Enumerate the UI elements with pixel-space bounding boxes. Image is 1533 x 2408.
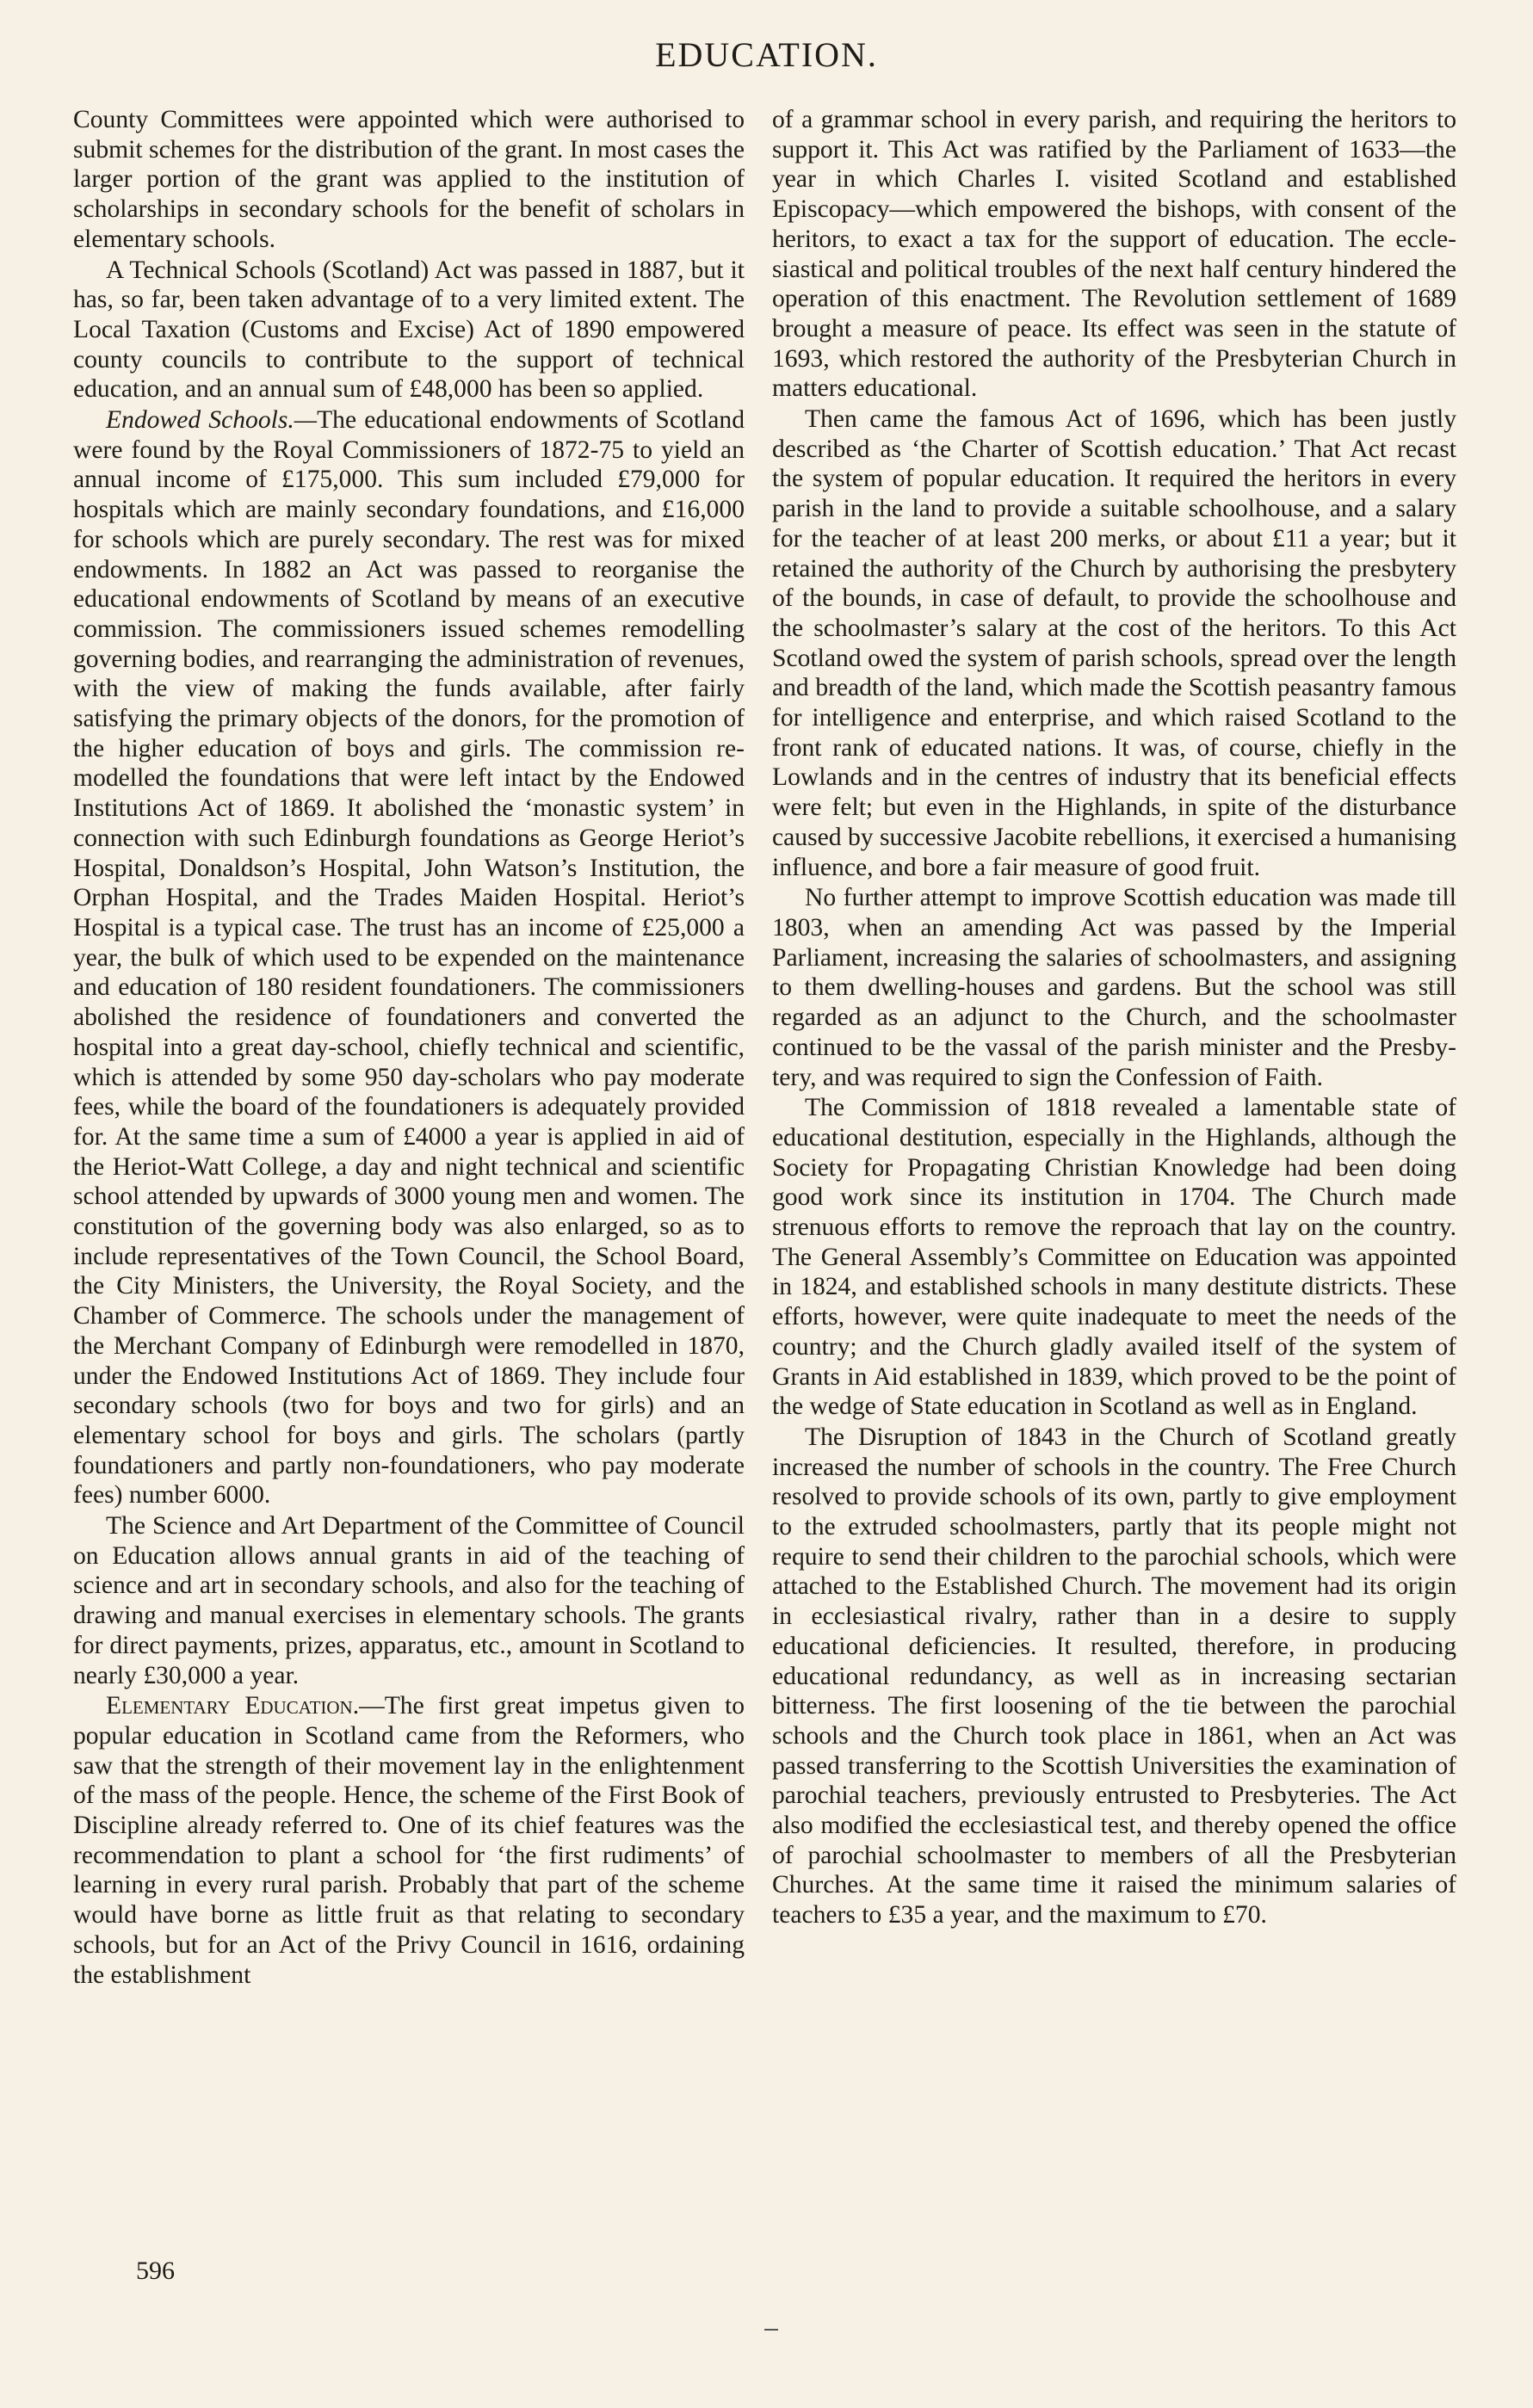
paragraph — [772, 883, 1456, 1092]
paragraph — [772, 404, 1456, 882]
section-heading: Elementary Education.— — [106, 1692, 385, 1720]
left-column — [73, 105, 745, 1990]
section-heading: Endowed Schools.— — [106, 406, 318, 435]
paragraph — [73, 405, 745, 1510]
page-number: 596 — [136, 2257, 175, 2285]
paragraph — [73, 1511, 745, 1690]
paragraph-text: of a grammar school in every parish, and requiring the heritors to support it. This Act was ratified by the Parliament of 1633—the year in which Charles I. visited Scotland and established Episcopacy—which empowered the bishops, with consent of the heritors, to exact a tax for the support of education. The ecclesiastical and political troubles of the next half century hindered the operation of this enactment. The Revolution settlement of 1689 brought a measure of peace. Its effect was seen in the statute of 1693, which restored the authority of the Presbyterian Church in matters educational. — [772, 106, 1456, 403]
running-head: EDUCATION. — [655, 35, 878, 74]
paragraph-text: The Science and Art Department of the Committee of Council on Education allows annual grants in aid of the teaching of science and art in secondary schools, and also for the teaching of drawing and manual exercises in elementary schools. The grants for direct payments, prizes, apparatus, etc., amount in Scotland to nearly £30,000 a year. — [73, 1512, 745, 1689]
paragraph-text: The educational endowments of Scotland were found by the Royal Commissioners of 1872-75 to yield an annual income of £175,000. This sum included £79,000 for hospitals which are mainly secondary foundations, and £16,000 for schools which are purely secondary. The rest was for mixed endowments. In 1882 an Act was passed to reorganise the educational endowments of Scotland by means of an executive commission. The commissioners issued schemes remodelling governing bodies, and rearranging the administration of revenues, with the view of making the funds available, after fairly satisfying the primary objects of the donors, for the promotion of the higher education of boys and girls. The commission remodelled the foundations that were left intact by the Endowed Institutions Act of 1869. It abolished the ‘monastic system’ in connection with such Edinburgh foundations as George Heriot’s Hospital, Donaldson’s Hospital, John Watson’s Institution, the Orphan Hospital, and the Trades Maiden Hospital. Heriot’s Hospital is a typical case. The trust has an income of £25,000 a year, the bulk of which used to be expended on the maintenance and education of 180 resident foundationers. The commissioners abolished the residence of foundationers and converted the hospital into a great day-school, chiefly technical and scientific, which is attended by some 950 day-scholars who pay moderate fees, while the board of the foundationers is adequately provided for. At the same time a sum of £4000 a year is applied in aid of the Heriot-Watt College, a day and night technical and scientific school attended by upwards of 3000 young men and women. The constitution of the governing body was also enlarged, so as to include representatives of the Town Council, the School Board, the City Ministers, the University, the Royal Society, and the Chamber of Commerce. The schools under the management of the Merchant Company of Edinburgh were remodelled in 1870, under the Endowed Institutions Act of 1869. They include four secondary schools (two for boys and two for girls) and an elementary school for boys and girls. The scholars (partly foundationers and partly non-foundationers, who pay moderate fees) number 6000. — [73, 406, 745, 1510]
paragraph — [73, 105, 745, 255]
right-column — [772, 105, 1456, 1930]
tail-rule — [764, 2329, 778, 2331]
paragraph-text: County Committees were appointed which were authorised to submit schemes for the distribution of the grant. In most cases the larger portion of the grant was applied to the institution of scholarships in secondary schools for the benefit of scholars in elementary schools. — [73, 106, 745, 253]
paragraph — [73, 256, 745, 405]
paragraph-text: No further attempt to improve Scottish education was made till 1803, when an amending Act was passed by the Imperial Parliament, increasing the salaries of schoolmasters, and assigning to them dwelling-houses and gardens. But the school was still regarded as an adjunct to the Church, and the schoolmaster continued to be the vassal of the parish minister and the Presbytery, and was required to sign the Confession of Faith. — [772, 884, 1456, 1091]
paragraph-text: The Disruption of 1843 in the Church of Scotland greatly increased the number of schools in the country. The Free Church resolved to provide schools of its own, partly to give employment to the extruded schoolmasters, partly that its people might not require to send their children to the parochial schools, which were attached to the Established Church. The movement had its origin in ecclesiastical rivalry, rather than in a desire to supply educational deficiencies. It resulted, therefore, in producing educational redundancy, as well as in increasing sectarian bitterness. The first loosening of the tie between the parochial schools and the Church took place in 1861, when an Act was passed transferring to the Scottish Universities the examination of parochial teachers, previously entrusted to Presbyteries. The Act also modified the ecclesiastical test, and thereby opened the office of parochial schoolmaster to members of all the Presbyterian Churches. At the same time it raised the minimum salaries of teachers to £35 a year, and the maximum to £70. — [772, 1423, 1456, 1929]
paragraph-text: Then came the famous Act of 1696, which has been justly described as ‘the Charter of Scottish education.’ That Act recast the system of popular education. It required the heritors in every parish in the land to provide a suitable schoolhouse, and a salary for the teacher of at least 200 merks, or about £11 a year; but it retained the authority of the Church by authorising the presbytery of the bounds, in case of default, to provide the schoolhouse and the schoolmaster’s salary at the cost of the heritors. To this Act Scotland owed the system of parish schools, spread over the length and breadth of the land, which made the Scottish peasantry famous for intelligence and enterprise, and which raised Scotland to the front rank of educated nations. It was, of course, chiefly in the Lowlands and in the centres of industry that its beneficial effects were felt; but even in the Highlands, in spite of the disturbance caused by successive Jacobite rebellions, it exercised a humanising influence, and bore a fair measure of good fruit. — [772, 405, 1456, 881]
paragraph-text: The first great impetus given to popular education in Scotland came from the Reformers, who saw that the strength of their movement lay in the enlightenment of the mass of the people. Hence, the scheme of the First Book of Discipline already referred to. One of its chief features was the recommendation to plant a school for ‘the first rudiments’ of learning in every rural parish. Probably that part of the scheme would have borne as little fruit as that relating to secondary schools, but for an Act of the Privy Council in 1616, ordaining the establishment — [73, 1692, 745, 1989]
paragraph — [73, 1691, 745, 1990]
paragraph — [772, 105, 1456, 404]
paragraph — [772, 1423, 1456, 1930]
paragraph-text: The Commission of 1818 revealed a lamentable state of educational destitution, especially in the Highlands, although the Society for Propagating Christian Knowledge had been doing good work since its institution in 1704. The Church made strenuous efforts to remove the reproach that lay on the country. The General Assembly’s Committee on Education was appointed in 1824, and established schools in many destitute districts. These efforts, however, were quite inadequate to meet the needs of the country; and the Church gladly availed itself of the system of Grants in Aid established in 1839, which proved to be the point of the wedge of State education in Scotland as well as in England. — [772, 1094, 1456, 1421]
paragraph — [772, 1093, 1456, 1422]
paragraph-text: A Technical Schools (Scotland) Act was passed in 1887, but it has, so far, been taken advantage of to a very limited extent. The Local Taxation (Customs and Excise) Act of 1890 empowered county councils to contribute to the support of technical education, and an annual sum of £48,000 has been so applied. — [73, 256, 745, 404]
